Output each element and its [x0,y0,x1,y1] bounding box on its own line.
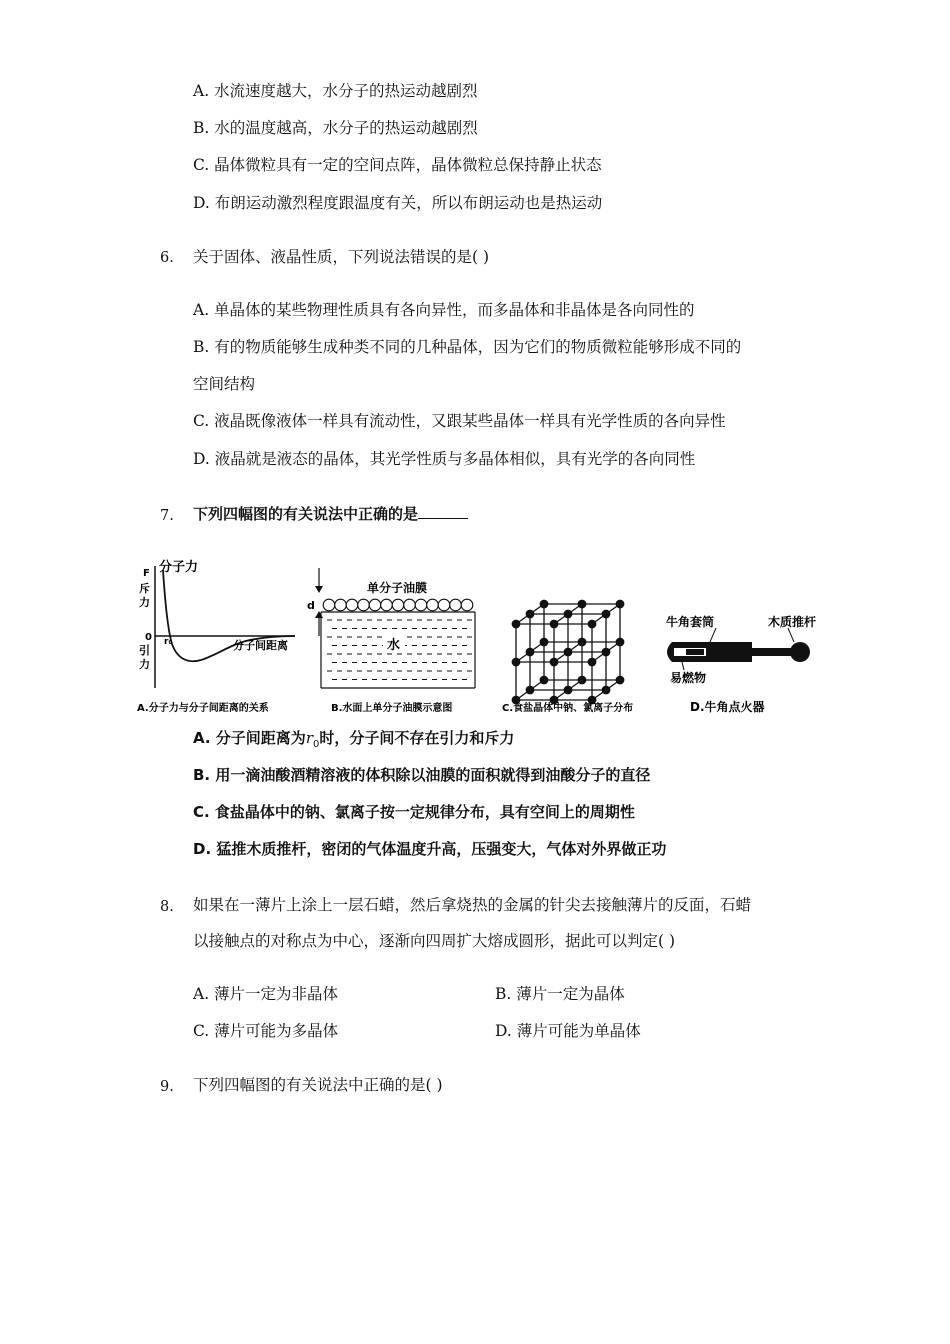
figure-d-fuel-label: 易燃物 [670,671,707,685]
oil-molecule [335,599,347,611]
figure-d-caption: D.牛角点火器 [690,700,765,714]
q8-option-a: A. 薄片一定为非晶体 [193,985,339,1003]
q7-option-a-var: r [305,729,313,747]
attract-char-1: 引 [139,644,150,657]
q6-option-c: C. 液晶既像液体一样具有流动性，又跟某些晶体一样具有光学性质的各向异性 [193,412,726,430]
figure-a-f-label: F [143,568,150,579]
figure-d-rod-knob [790,642,810,662]
q5-option-d: D. 布朗运动激烈程度跟温度有关，所以布朗运动也是热运动 [193,194,603,212]
figure-b-caption: B.水面上单分子油膜示意图 [331,703,453,714]
oil-molecule [392,599,404,611]
repel-char-2: 力 [139,596,150,609]
lattice-ion [578,676,587,685]
q6-number: 6. [160,250,174,266]
oil-molecule [323,599,335,611]
figure-a-attract-label [139,643,154,671]
oil-molecule [404,599,416,611]
oil-molecules [323,599,473,611]
oil-molecule [461,599,473,611]
q8-number: 8. [160,899,174,915]
oil-molecule [427,599,439,611]
lattice-ion [616,676,625,685]
lattice-ion [526,686,535,695]
lattice-ion [550,620,559,629]
oil-molecule [450,599,462,611]
q8-stem-line2: 以接触点的对称点为中心，逐渐向四周扩大熔成圆形，据此可以判定( ) [193,932,676,950]
attract-char-2: 力 [139,658,150,671]
q7-option-a [193,728,514,755]
q7-option-c: C. 食盐晶体中的钠、氯离子按一定规律分布，具有空间上的周期性 [193,803,635,821]
figure-d-fire-piston [660,556,820,716]
lattice-ion [512,620,521,629]
figure-b-water-label: 水 [387,638,401,653]
lattice-ion [526,648,535,657]
lattice-ion [564,648,573,657]
q9-stem: 下列四幅图的有关说法中正确的是( ) [193,1076,443,1094]
q8-option-d: D. 薄片可能为单晶体 [495,1022,641,1040]
figure-a-molecular-force [135,556,305,716]
lattice-ion [564,686,573,695]
oil-molecule [438,599,450,611]
figure-d-sleeve-pointer [710,628,716,642]
lattice-ion [540,638,549,647]
crystal-lattice [512,600,625,705]
q6-option-d: D. 液晶就是液态的晶体，其光学性质与多晶体相似，具有光学的各向同性 [193,450,696,468]
q5-option-c: C. 晶体微粒具有一定的空间点阵，晶体微粒总保持静止状态 [193,156,602,174]
q6-option-b-line1: B. 有的物质能够生成种类不同的几种晶体，因为它们的物质微粒能够形成不同的 [193,338,742,356]
lattice-ion [550,658,559,667]
q8-option-b: B. 薄片一定为晶体 [495,985,625,1003]
lattice-ion [602,686,611,695]
figure-a-caption: A.分子力与分子间距离的关系 [137,703,269,714]
q8-option-c: C. 薄片可能为多晶体 [193,1022,339,1040]
q6-option-a: A. 单晶体的某些物理性质具有各向异性，而多晶体和非晶体是各向同性的 [193,301,695,319]
q9-number: 9. [160,1079,174,1095]
lattice-ion [578,600,587,609]
repel-char-1: 斥 [139,582,150,595]
q7-option-a-post: 时，分子间不存在引力和斥力 [319,729,515,747]
oil-molecule [381,599,393,611]
figure-a-r0: r₀ [164,637,173,647]
figure-c-salt-crystal [500,556,660,716]
oil-molecule [358,599,370,611]
q6-stem: 关于固体、液晶性质，下列说法错误的是( ) [193,248,490,266]
q6-option-b-line2: 空间结构 [193,375,256,393]
q7-number: 7. [160,508,174,524]
q7-option-a-sub: 0 [312,739,320,750]
answer-blank [418,504,468,519]
q7-option-b: B. 用一滴油酸酒精溶液的体积除以油膜的面积就得到油酸分子的直径 [193,766,651,784]
lattice-ion [526,610,535,619]
figure-a-x-label: 分子间距离 [233,639,288,652]
figure-d-fuel-pointer [682,662,684,670]
q5-option-a: A. 水流速度越大，水分子的热运动越剧烈 [193,82,478,100]
q7-option-a-pre: A. 分子间距离为 [193,729,306,747]
figure-d-rod-pointer [788,628,794,642]
figure-d-rod-label: 木质推杆 [768,615,817,629]
figure-d-fuel-block [686,649,704,655]
oil-molecule [415,599,427,611]
oil-molecule [369,599,381,611]
lattice-ion [540,600,549,609]
figure-d-push-rod [752,648,792,656]
lattice-ion [564,610,573,619]
q7-stem-row [193,504,468,524]
lattice-ion [602,610,611,619]
figure-b-arrowhead-top [315,586,323,593]
lattice-ion [588,620,597,629]
q7-stem: 下列四幅图的有关说法中正确的是 [193,505,419,523]
figure-b-label: 单分子油膜 [367,581,428,595]
oil-molecule [346,599,358,611]
lattice-ion [588,658,597,667]
lattice-ion [616,600,625,609]
figure-a-zero: 0 [145,632,152,643]
figure-b-d-label: d [307,599,315,612]
lattice-ion [578,638,587,647]
q7-option-d: D. 猛推木质推杆，密闭的气体温度升高，压强变大，气体对外界做正功 [193,840,667,858]
lattice-ion [616,638,625,647]
q8-stem-line1: 如果在一薄片上涂上一层石蜡，然后拿烧热的金属的针尖去接触薄片的反面，石蜡 [193,896,752,914]
q5-option-b: B. 水的温度越高，水分子的热运动越剧烈 [193,119,478,137]
figure-c-caption: C.食盐晶体中钠、氯离子分布 [502,703,634,714]
figure-a-repel-label [139,581,154,609]
figure-b-oil-film [305,556,490,716]
lattice-ion [602,648,611,657]
lattice-ion [512,658,521,667]
figure-d-sleeve-label: 牛角套筒 [666,615,715,629]
lattice-ion [540,676,549,685]
figure-a-title: 分子力 [159,560,199,575]
